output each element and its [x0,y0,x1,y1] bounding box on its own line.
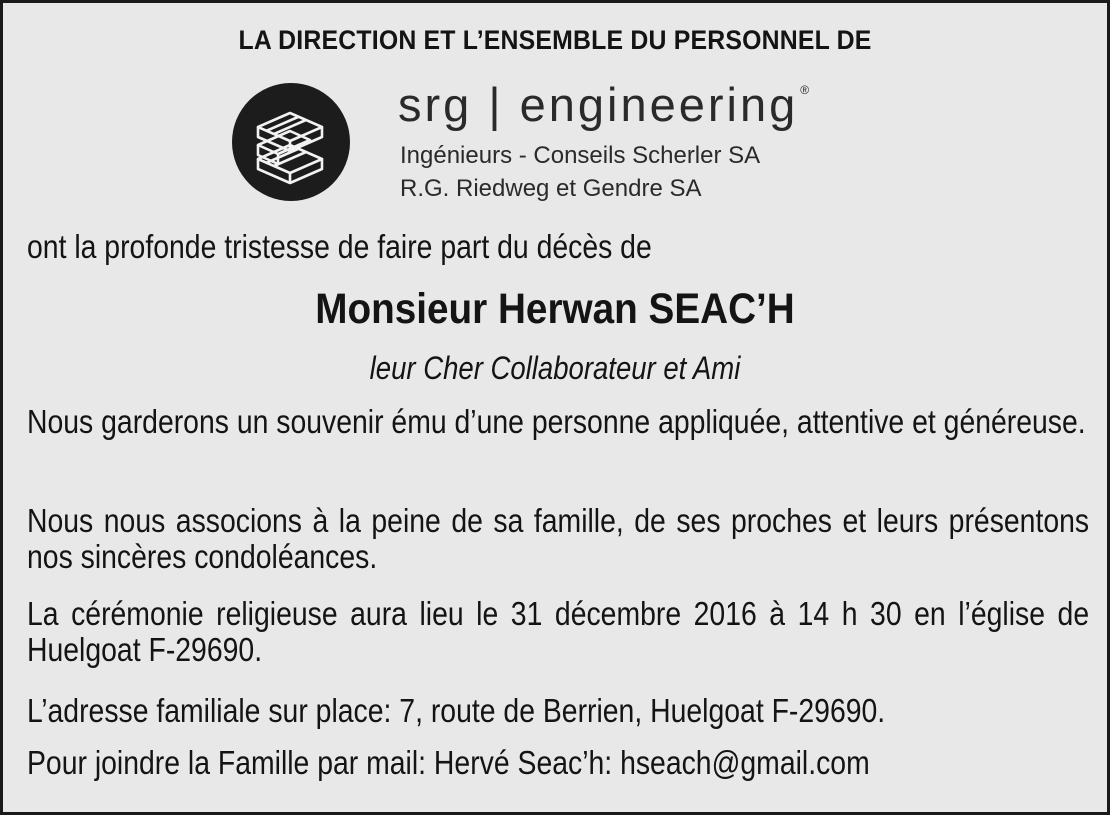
intro-text: ont la profonde tristesse de faire part du décès de [27,228,652,265]
company-name: srg | engineering [398,78,799,131]
srg-logo-mark-icon [232,83,350,201]
deceased-name: Monsieur Herwan SEAC’H [315,285,795,333]
deceased-role: leur Cher Collaborateur et Ami [369,350,741,386]
logo-glyph-icon [232,83,350,201]
paragraph-address: L’adresse familiale sur place: 7, route de Berrien, Huelgoat F-29690. [27,692,886,729]
company-brand [398,77,809,132]
paragraph-contact: Pour joindre la Famille par mail: Hervé Seac’h: hseach@gmail.com [27,744,870,781]
registered-mark: ® [800,83,810,97]
paragraph-ceremony: La cérémonie religieuse aura lieu le 31 décembre 2016 à 14 h 30 en l’église de Huelgoat F-29690. [27,595,1090,668]
paragraph-memory: Nous garderons un souvenir ému d’une personne appliquée, attentive et généreuse. [27,403,1086,440]
company-subline-2: R.G. Riedweg et Gendre SA [400,175,702,202]
company-subline-1: Ingénieurs - Conseils Scherler SA [400,142,761,169]
paragraph-condolences: Nous nous associons à la peine de sa famille, de ses proches et leurs présentons nos sincères condoléances. [27,502,1090,575]
header-title: LA DIRECTION ET L’ENSEMBLE DU PERSONNEL DE [238,25,872,55]
